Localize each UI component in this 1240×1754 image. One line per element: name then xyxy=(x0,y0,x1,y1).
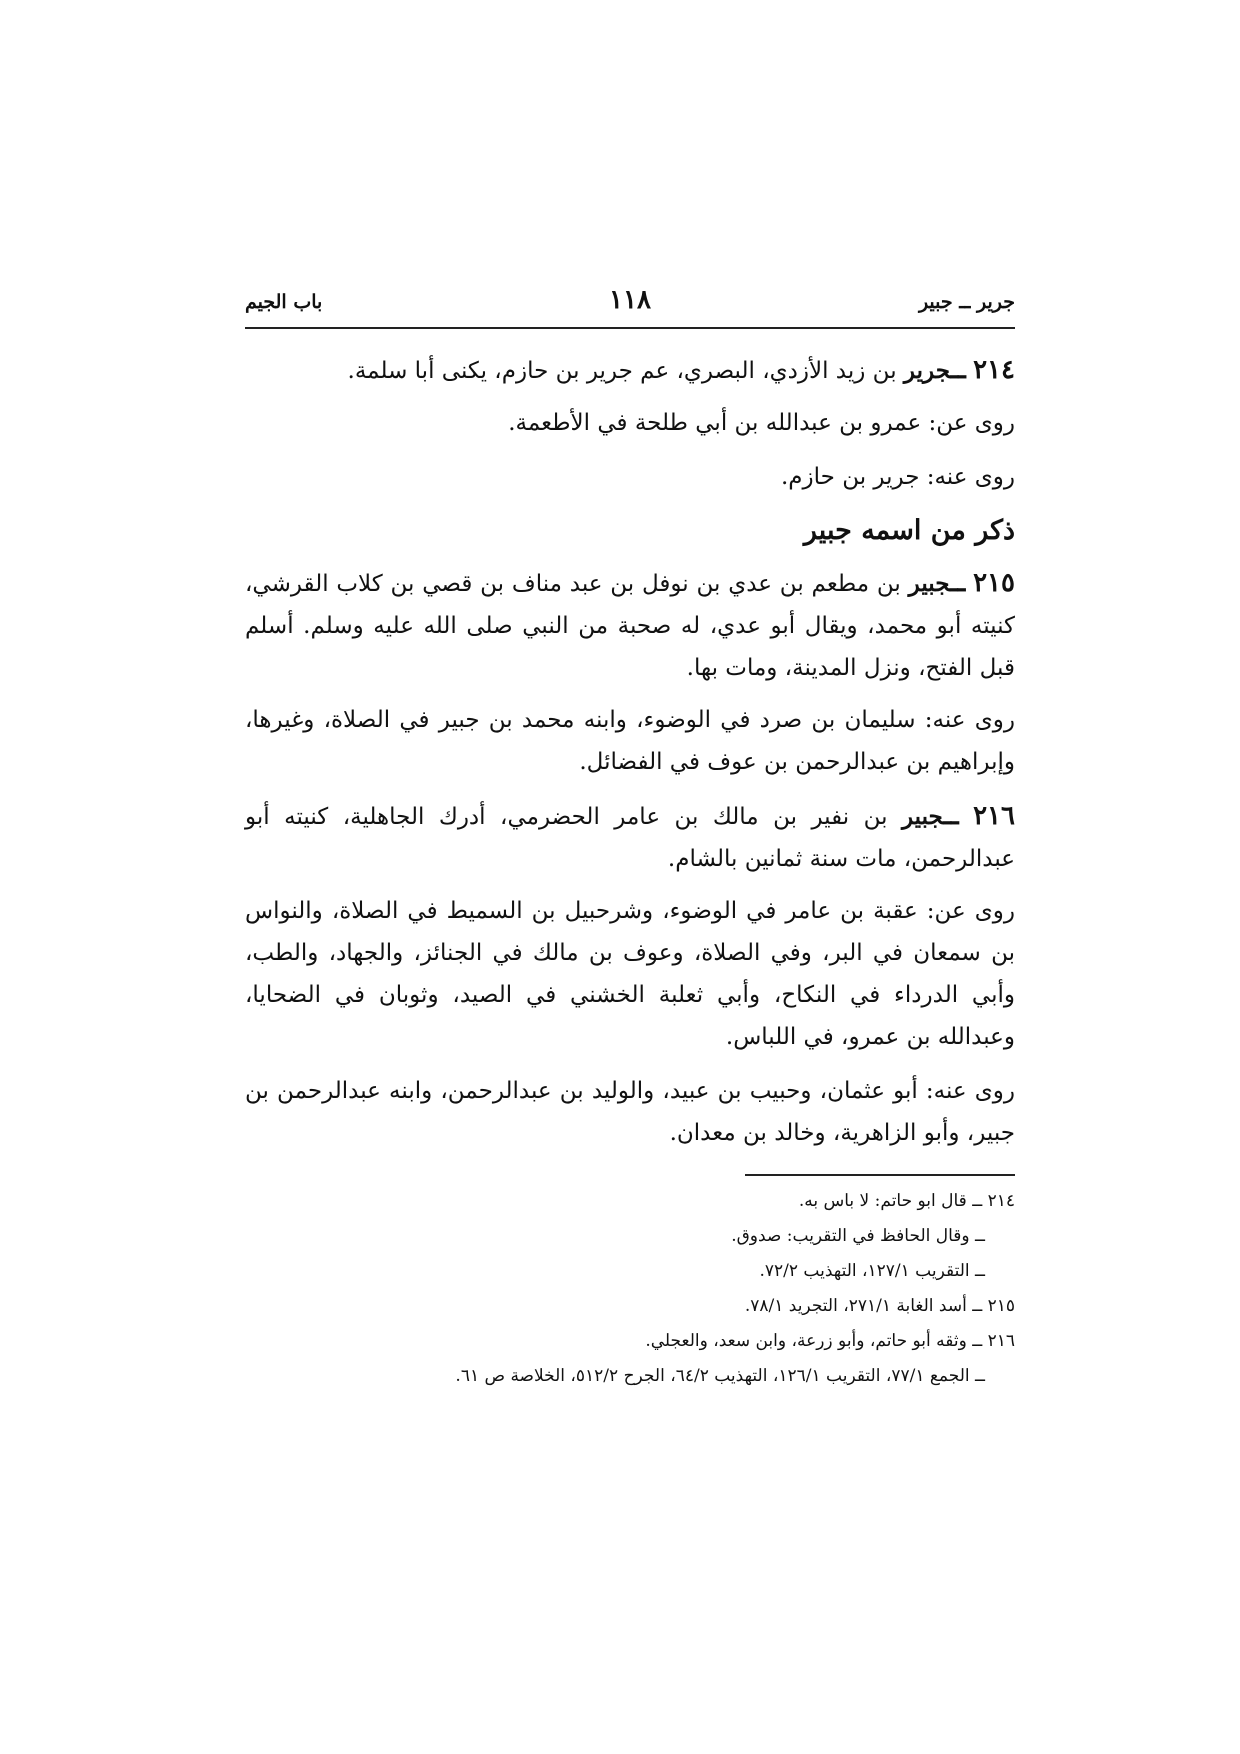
entry-216-rawa-an: روى عن: عقبة بن عامر في الوضوء، وشرحبيل بن السميط في الصلاة، والنواس بن سمعان في البر، وفي الصلاة، وعوف بن مالك في الجنائز، والجهاد، والطب، وأبي الدرداء في النكاح، وأبي ثعلبة الخشني في الصيد، وثوبان في الضحايا، وعبدالله بن عمرو، في اللباس. xyxy=(245,898,1015,1050)
entry-dash: ــ xyxy=(943,801,959,831)
entry-text: بن مطعم بن عدي بن نوفل بن عبد مناف بن قصي بن كلاب القرشي، كنيته أبو محمد، ويقال أبو عدي، له صحبة من النبي صلى الله عليه وسلم. أسلم قبل الفتح، ونزل المدينة، ومات بها. xyxy=(245,571,1015,681)
entry-number: ٢١٦ xyxy=(973,801,1015,831)
entry-name: جبير xyxy=(908,570,951,597)
header-entry-range: جرير ــ جبير xyxy=(918,291,1015,313)
footnote-line: ــ وقال الحافظ في التقريب: صدوق. xyxy=(731,1226,985,1246)
entry-216-rawa-anhu: روى عنه: أبو عثمان، وحبيب بن عبيد، والوليد بن عبدالرحمن، وابنه عبدالرحمن بن جبير، وأبو الزاهرية، وخالد بن معدان. xyxy=(245,1078,1015,1146)
entry-dash: ــ xyxy=(950,355,966,385)
footnote-line: ــ الجمع ٧٧/١، التقريب ١٢٦/١، التهذيب ٦٤/٢، الجرح ٥١٢/٢، الخلاصة ص ٦١. xyxy=(455,1366,985,1386)
section-title: ذكر من اسمه جبير xyxy=(803,515,1015,546)
footnote-line: ٢١٥ ــ أسد الغابة ٢٧١/١، التجريد ٧٨/١. xyxy=(744,1296,1015,1316)
entry-214 xyxy=(245,349,1015,392)
page-body xyxy=(245,349,1015,1154)
entry-number: ٢١٥ xyxy=(973,568,1015,598)
entry-215 xyxy=(245,562,1015,689)
footnote-line: ــ التقريب ١٢٧/١، التهذيب ٧٢/٢. xyxy=(759,1261,985,1281)
footnotes xyxy=(245,1174,1015,1394)
entry-214-rawa-an: روى عن: عمرو بن عبدالله بن أبي طلحة في الأطعمة. xyxy=(508,410,1015,436)
entry-215-rawa-anhu: روى عنه: سليمان بن صرد في الوضوء، وابنه محمد بن جبير في الصلاة، وغيرها، وإبراهيم بن عبدالرحمن بن عوف في الفضائل. xyxy=(245,707,1015,775)
entry-dash: ــ xyxy=(950,568,966,598)
entry-216 xyxy=(245,795,1015,880)
entry-text: بن زيد الأزدي، البصري، عم جرير بن حازم، يكنى أبا سلمة. xyxy=(347,358,904,384)
header-chapter: باب الجيم xyxy=(245,291,323,313)
entry-number: ٢١٤ xyxy=(973,355,1015,385)
running-header xyxy=(245,285,1015,329)
entry-name: جرير xyxy=(903,357,951,384)
entry-214-rawa-anhu: روى عنه: جرير بن حازم. xyxy=(781,464,1015,490)
footnote-line: ٢١٦ ــ وثقه أبو حاتم، وأبو زرعة، وابن سعد، والعجلي. xyxy=(645,1331,1015,1351)
page-number: ١١٨ xyxy=(609,285,651,315)
entry-text: بن نفير بن مالك بن عامر الحضرمي، أدرك الجاهلية، كنيته أبو عبدالرحمن، مات سنة ثمانين بالشام. xyxy=(245,804,1015,872)
entry-name: جبير xyxy=(901,803,944,830)
book-page xyxy=(245,285,1015,1394)
footnote-line: ٢١٤ ــ قال ابو حاتم: لا باس به. xyxy=(798,1191,1015,1211)
footnote-divider xyxy=(745,1174,1015,1176)
